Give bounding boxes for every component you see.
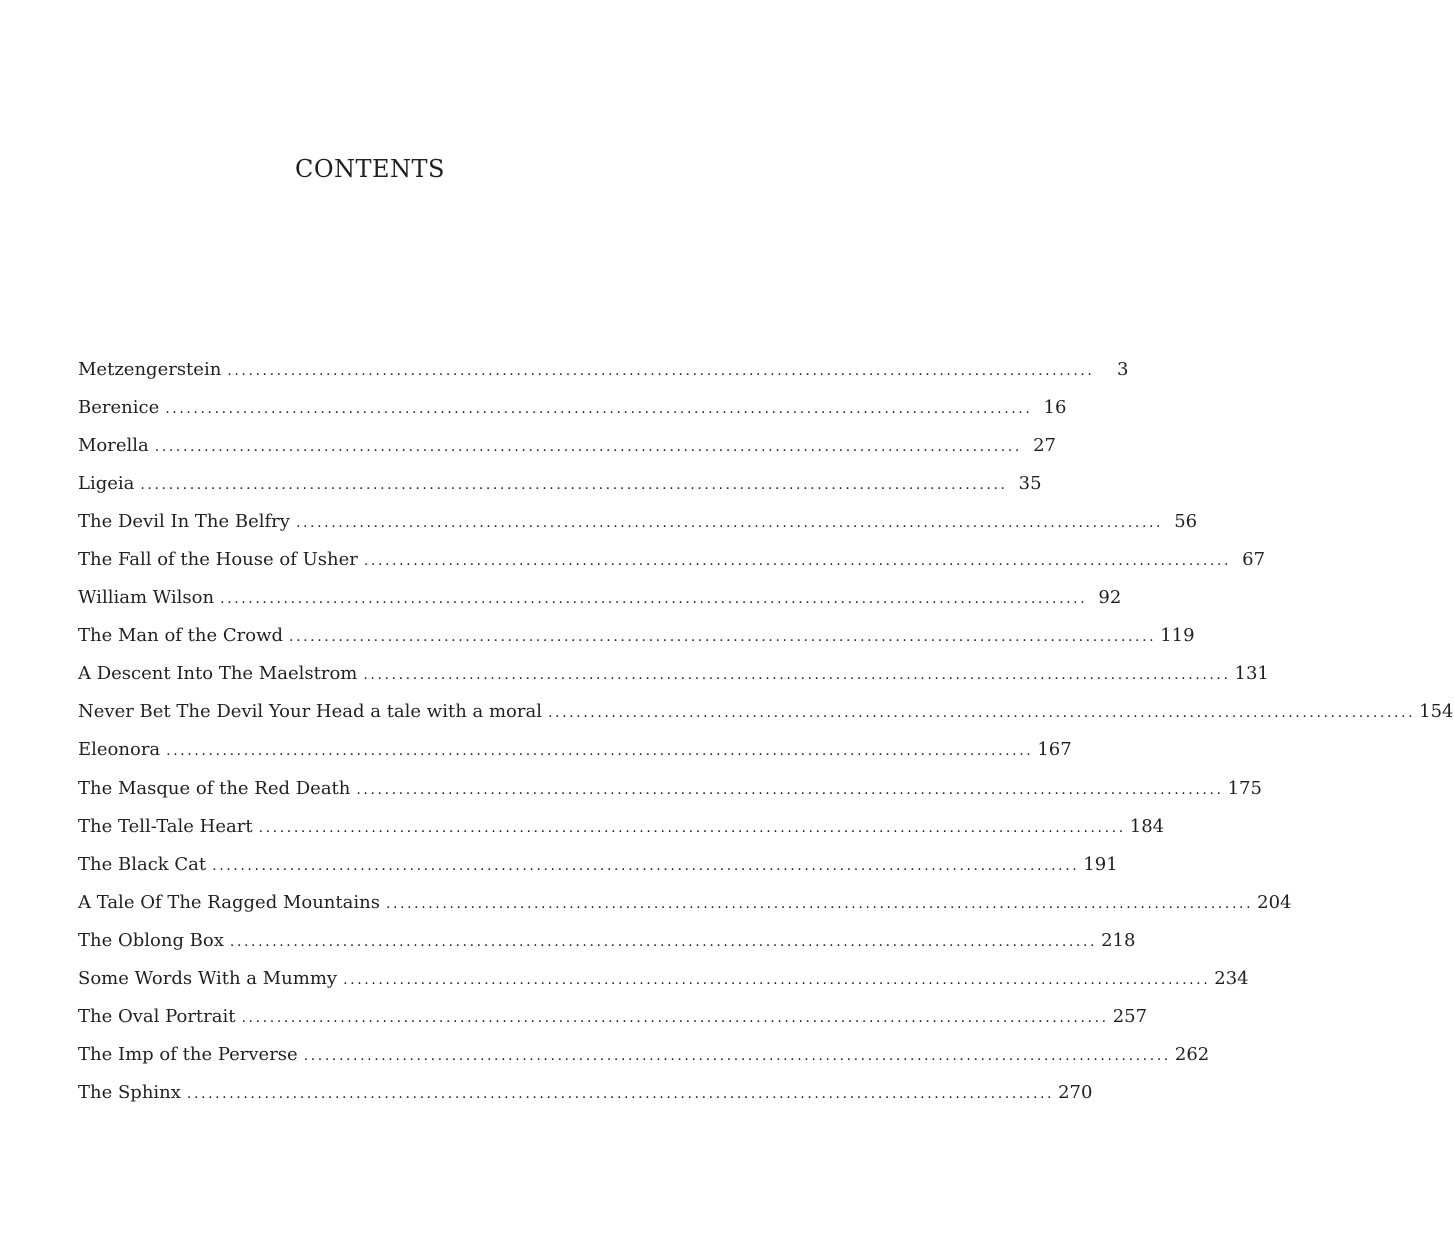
toc-entry-title: The Tell-Tale Heart [78,815,253,837]
dot-leader: ........................................................................................................................... [363,553,1232,570]
toc-entry-title: Metzengerstein [78,359,222,380]
toc-entry [78,507,1198,545]
toc-entry [78,1078,1093,1116]
toc-entry-page-number: 218 [1101,929,1136,951]
toc-entry [78,621,1195,659]
toc-entry-title: William Wilson [78,587,215,609]
toc-entry-title: The Oblong Box [78,929,224,951]
dot-leader: ........................................................................................................................... [258,819,1126,836]
toc-entry [78,850,1118,888]
toc-entry [78,812,1165,850]
toc-entry [78,431,1056,469]
toc-entry-title: The Black Cat [78,853,207,875]
toc-entry-page-number: 16 [1043,397,1067,419]
toc-entry [78,393,1067,431]
toc-entry-page-number: 131 [1234,663,1269,685]
toc-entry [78,583,1122,621]
dot-leader: ........................................................................................................................... [165,401,1033,418]
toc-entry-page-number: 119 [1160,625,1195,647]
toc-entry-title: A Descent Into The Maelstrom [78,663,358,685]
dot-leader: ........................................................................................................................... [154,439,1022,456]
toc-entry [78,545,1266,583]
toc-entry-page-number: 27 [1033,435,1056,457]
toc-entry-title: The Sphinx [78,1081,181,1103]
dot-leader: ........................................................................................................................... [166,743,1034,760]
toc-entry [78,926,1136,964]
toc-entry-page-number: 257 [1112,1005,1148,1027]
toc-entry-page-number: 204 [1257,891,1292,913]
dot-leader: ........................................................................................................................... [227,363,1095,379]
toc-entry-page-number: 92 [1098,587,1122,609]
toc-entry-title: The Man of the Crowd [78,625,284,647]
toc-entry-page-number: 167 [1037,739,1072,761]
toc-entry-title: Berenice [78,397,160,419]
toc-entry [78,964,1249,1002]
toc-entry-page-number: 56 [1174,511,1198,533]
dot-leader: ........................................................................................................................... [303,1047,1171,1064]
toc-entry-page-number: 154 [1419,701,1454,723]
dot-leader: ........................................................................................................................... [363,667,1231,684]
toc-entry [78,469,1042,507]
dot-leader: ........................................................................................................................... [241,1009,1109,1026]
dot-leader: ........................................................................................................................... [385,895,1254,912]
toc-entry [78,888,1292,926]
dot-leader: ........................................................................................................................... [289,629,1157,646]
toc-entry-title: Some Words With a Mummy [78,967,338,989]
dot-leader: ........................................................................................................................... [547,705,1416,722]
toc-entry-title: The Masque of the Red Death [78,777,351,799]
toc-entry [78,774,1262,812]
dot-leader: ........................................................................................................................... [186,1085,1055,1102]
toc-entry-title: The Devil In The Belfry [78,511,290,533]
toc-entry-title: The Imp of the Perverse [78,1043,298,1065]
toc-entry-title: The Oval Portrait [78,1005,236,1027]
toc-entry-page-number: 234 [1214,967,1249,989]
page-title: CONTENTS [294,155,445,183]
dot-leader: ........................................................................................................................... [140,477,1008,494]
dot-leader: ........................................................................................................................... [356,781,1224,798]
toc-entry [78,1002,1148,1040]
toc-entry-title: A Tale Of The Ragged Mountains [78,891,380,913]
toc-entry-title: Morella [78,435,149,457]
toc-entry [78,735,1072,773]
toc-entry-page-number: 35 [1018,473,1042,495]
dot-leader: ........................................................................................................................... [212,857,1080,874]
dot-leader: ........................................................................................................................... [229,933,1098,950]
toc-entry-title: Eleonora [78,739,161,761]
dot-leader: ........................................................................................................................... [295,515,1164,532]
dot-leader: ........................................................................................................................... [220,591,1088,608]
toc-entry-page-number: 67 [1242,549,1266,571]
toc-entry [78,1040,1210,1078]
toc-entry-page-number: 270 [1058,1081,1093,1103]
toc-entry-page-number: 184 [1129,815,1165,837]
dot-leader: ........................................................................................................................... [343,971,1211,988]
toc-entry-page-number: 175 [1227,777,1262,799]
toc-entry-page-number: 191 [1083,853,1118,875]
toc-entry-title: Never Bet The Devil Your Head a tale with a moral [78,701,542,723]
toc-entry-title: Ligeia [78,473,135,495]
toc-entry-page-number: 262 [1174,1043,1210,1065]
table-of-contents [78,355,1454,1116]
toc-entry [78,697,1454,735]
toc-entry-page-number: 3 [1117,359,1129,380]
toc-entry-title: The Fall of the House of Usher [78,549,358,571]
toc-entry [78,659,1269,697]
toc-entry [78,355,1129,393]
